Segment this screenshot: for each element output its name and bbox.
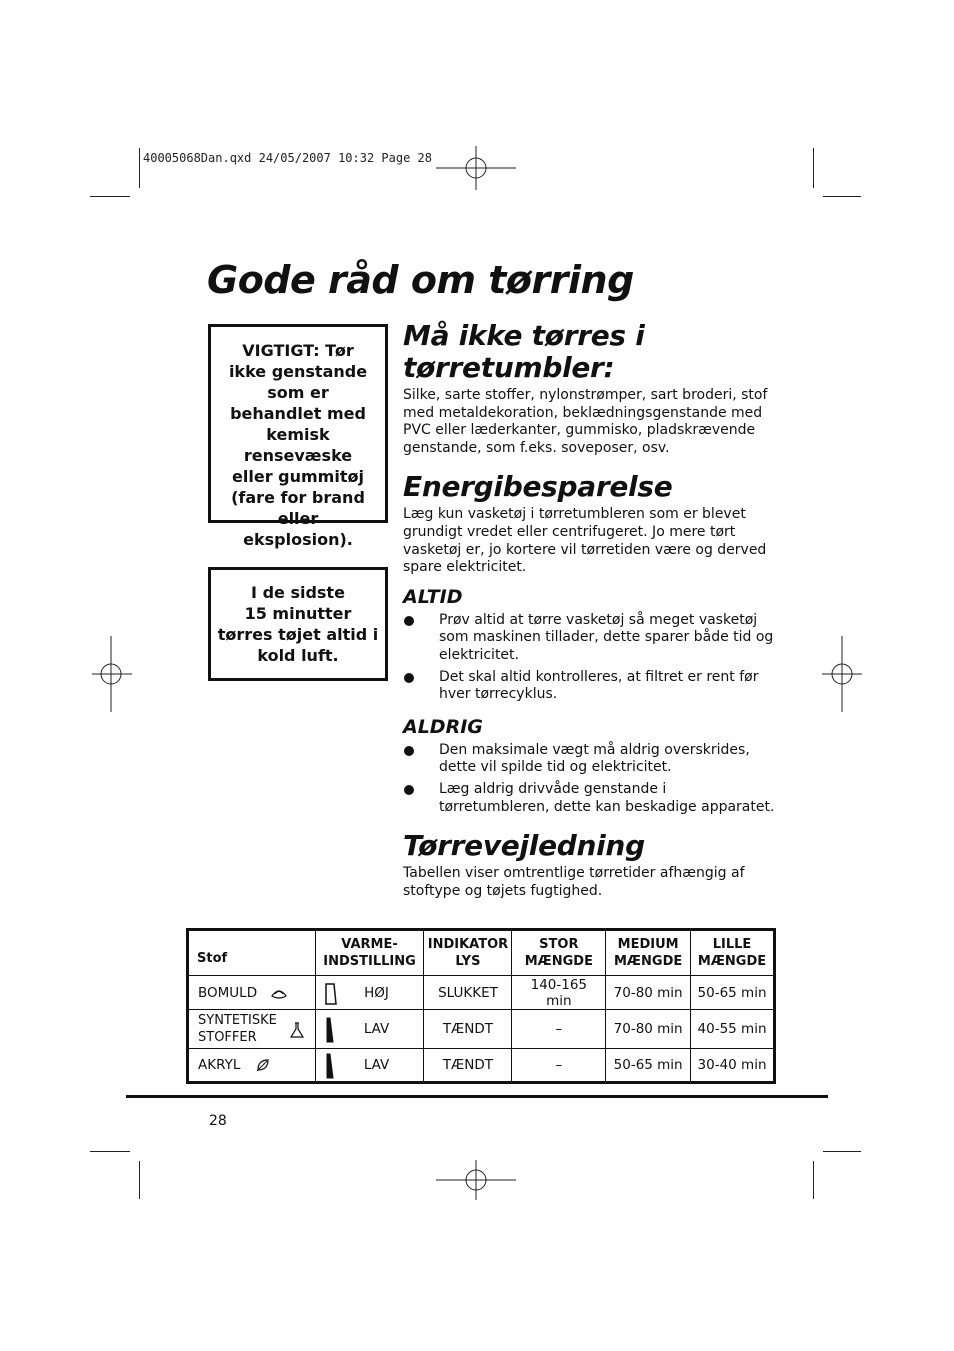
warning-text: VIGTIGT: Tør ikke genstande som er behandlet med kemisk rensevæske eller gummitøj (fare for brand eller eksplosion). — [228, 341, 368, 549]
table-row — [188, 1010, 775, 1049]
synthetic-flask-icon — [289, 1021, 305, 1039]
tip-line: I de sidste — [251, 583, 345, 602]
list-item: Prøv altid at tørre vasketøj så meget vasketøj som maskinen tillader, dette sparer både tid og elektricitet. — [403, 612, 775, 665]
cell-large: 140-165 min — [512, 976, 606, 1010]
never-list — [403, 742, 775, 816]
cell-fabric: AKRYL — [188, 1049, 316, 1083]
col-header-fabric: Stof — [188, 930, 316, 976]
no-dry-heading: Må ikke tørres i tørretumbler: — [403, 319, 645, 384]
cell-indicator: TÆNDT — [424, 1049, 512, 1083]
footer-rule — [126, 1095, 828, 1098]
cell-large: – — [512, 1010, 606, 1049]
crop-mark — [90, 196, 130, 197]
low-heat-icon — [324, 1052, 336, 1080]
crop-mark — [813, 148, 814, 188]
cell-fabric: SYNTETISKE STOFFER — [188, 1010, 316, 1049]
no-dry-text: Silke, sarte stoffer, nylonstrømper, sart broderi, stof med metaldekoration, beklædningsgenstande med PVC eller læderkanter, gummisko, pladskrævende genstande, som f.eks. soveposer, osv. — [403, 387, 768, 456]
cell-indicator: SLUKKET — [424, 976, 512, 1010]
table-row — [188, 1049, 775, 1083]
cell-small: 30-40 min — [691, 1049, 775, 1083]
print-slug: 40005068Dan.qxd 24/05/2007 10:32 Page 28 — [143, 151, 432, 165]
acrylic-leaf-icon — [255, 1057, 271, 1073]
always-list — [403, 612, 775, 704]
cell-small: 50-65 min — [691, 976, 775, 1010]
cell-indicator: TÆNDT — [424, 1010, 512, 1049]
registration-mark-icon — [436, 1160, 516, 1200]
content-column — [403, 320, 775, 900]
crop-mark — [823, 196, 861, 197]
drying-table — [186, 928, 776, 1084]
page-title: Gode råd om tørring — [207, 258, 634, 302]
col-header-heat: VARME- INDSTILLING — [315, 930, 424, 976]
page-number: 28 — [209, 1113, 227, 1129]
always-heading: ALTID — [403, 585, 463, 608]
tip-box — [208, 567, 388, 681]
high-heat-icon — [324, 982, 338, 1006]
bullet-icon — [404, 673, 414, 683]
low-heat-icon — [324, 1016, 336, 1044]
energy-text: Læg kun vasketøj i tørretumbleren som er blevet grundigt vredet eller centrifugeret. Jo mere tørt vasketøj er, jo kortere vil tørretiden være og derved spare elektricitet. — [403, 506, 767, 576]
col-header-indicator: INDIKATOR LYS — [424, 930, 512, 976]
registration-mark-icon — [822, 636, 862, 712]
crop-mark — [813, 1161, 814, 1199]
cell-heat: HØJ — [315, 976, 424, 1010]
list-item: Den maksimale vægt må aldrig overskrides, dette vil spilde tid og elektricitet. — [403, 742, 775, 777]
guide-text: Tabellen viser omtrentlige tørretider afhængig af stoftype og tøjets fugtighed. — [403, 865, 745, 899]
cell-medium: 70-80 min — [606, 976, 691, 1010]
never-heading: ALDRIG — [403, 715, 483, 738]
table-row — [188, 976, 775, 1010]
crop-mark — [90, 1151, 130, 1152]
cell-heat: LAV — [315, 1049, 424, 1083]
tip-line: 15 minutter — [244, 604, 352, 623]
tip-line: kold luft. — [257, 646, 339, 665]
cell-large: – — [512, 1049, 606, 1083]
crop-mark — [139, 1161, 140, 1199]
cell-heat: LAV — [315, 1010, 424, 1049]
crop-mark — [823, 1151, 861, 1152]
registration-mark-icon — [436, 146, 516, 190]
list-item: Læg aldrig drivvåde genstande i tørretumbleren, dette kan beskadige apparatet. — [403, 781, 775, 816]
tip-line: tørres tøjet altid i — [217, 625, 379, 644]
col-header-small: LILLE MÆNGDE — [691, 930, 775, 976]
col-header-medium: MEDIUM MÆNGDE — [606, 930, 691, 976]
cotton-symbol-icon — [269, 985, 289, 1001]
crop-mark — [139, 148, 140, 188]
cell-medium: 70-80 min — [606, 1010, 691, 1049]
energy-heading: Energibesparelse — [403, 470, 673, 504]
cell-fabric: BOMULD — [188, 976, 316, 1010]
col-header-large: STOR MÆNGDE — [512, 930, 606, 976]
bullet-icon — [404, 616, 414, 626]
bullet-icon — [404, 785, 414, 795]
table-header-row — [188, 930, 775, 976]
warning-box — [208, 324, 388, 549]
guide-heading: Tørrevejledning — [403, 829, 645, 863]
cell-small: 40-55 min — [691, 1010, 775, 1049]
cell-medium: 50-65 min — [606, 1049, 691, 1083]
bullet-icon — [404, 746, 414, 756]
list-item: Det skal altid kontrolleres, at filtret er rent før hver tørrecyklus. — [403, 669, 775, 704]
registration-mark-icon — [92, 636, 132, 712]
